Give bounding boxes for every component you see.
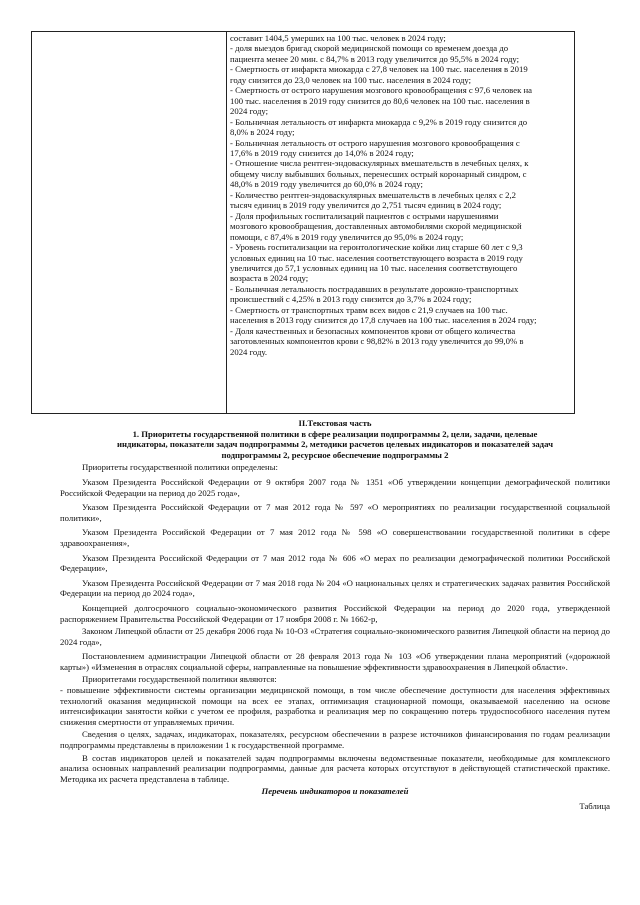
table-text-line: - Больничная летальность от острого нарушения мозгового кровообращения с xyxy=(230,137,520,148)
table-text-line: составит 1404,5 умерших на 100 тыс. человек в 2024 году; xyxy=(230,33,446,43)
table-text-line: - Смертность от транспортных травм всех видов с 21,9 случаев на 100 тыс. xyxy=(230,304,508,315)
table-label: Таблица xyxy=(579,801,610,811)
decree-paragraph: Концепцией долгосрочного социально-экономического развития Российской Федерации на период до 2020 года, утвержденной распоряжением Правительства Российской Федерации от 17 ноября 2008 г. № 1662-р, xyxy=(60,602,610,624)
decree-paragraph: Указом Президента Российской Федерации от 7 мая 2012 года № 598 «О совершенствовании государственной политики в сфере здравоохранения», xyxy=(60,527,610,548)
table-text-line: 48,0% в 2019 году увеличится до 60,0% в 2024 году; xyxy=(230,179,423,190)
table-text-line: пациента менее 20 мин. с 84,7% в 2013 году увеличится до 95,5% в 2024 году; xyxy=(230,53,520,64)
table-text-line: мозгового кровообращения, доставленных автомобилями скорой медицинской xyxy=(230,221,522,232)
priority-item: - повышение эффективности системы организации медицинской помощи, в том числе обеспечение доступности для населения эффективных технологий оказания медицинской помощи на всех ее этапах, оптимизация стационарной помощи, оказываемой населению на основе интенсификации занятости койки с учетом ее профиля, разработка и реализация мер по сокращению потерь трудоспособного населения путем снижения смертности от управляемых причин. xyxy=(60,685,610,727)
table-text-line: 2024 году. xyxy=(230,346,268,357)
section-heading-line-2: индикаторы, показатели задач подпрограммы 2, методики расчетов целевых индикаторов и показателей задач xyxy=(117,439,553,450)
table-text-line: тысяч единиц в 2019 году увеличится до 2,751 тысяч единиц в 2024 году; xyxy=(230,200,502,211)
table-text-line: - Доля профильных госпитализаций пациентов с острыми нарушениями xyxy=(230,210,499,221)
decree-paragraph: Законом Липецкой области от 25 декабря 2006 года № 10-ОЗ «Стратегия социально-экономического развития Липецкой области на период до 2024 года», xyxy=(60,626,610,647)
table-text-line: 8,0% в 2024 году; xyxy=(230,127,295,138)
table-text-line: общему числу выбывших больных, перенесших острый коронарный синдром, с xyxy=(230,168,527,179)
table-text-line: - Количество рентген-эндоваскулярных вмешательств в лечебных целях с 2,2 xyxy=(230,189,516,200)
section-heading-line-3: подпрограммы 2, ресурсное обеспечение подпрограммы 2 xyxy=(221,449,449,460)
table-text-line: возраста в 2024 году; xyxy=(230,273,309,284)
text-section xyxy=(60,418,610,812)
table-text-line: - Доля качественных и безопасных компонентов крови от общего количества xyxy=(230,325,516,336)
decree-paragraph: Указом Президента Российской Федерации от 7 мая 2018 года № 204 «О национальных целях и стратегических задачах развития Российской Федерации на период до 2024 года», xyxy=(60,577,610,599)
table-text-line: помощи, с 87,4% в 2019 году увеличится до 95,0% в 2024 году; xyxy=(230,231,464,242)
table-text-line: - Больничная летальность пострадавших в результате дорожно-транспортных xyxy=(230,283,519,294)
table-text-line: 2024 году; xyxy=(230,106,269,117)
decree-paragraph: Указом Президента Российской Федерации от 9 октября 2007 года № 1351 «Об утверждении концепции демографической политики Российской Федерации на период до 2025 года», xyxy=(60,476,610,498)
info-paragraph: Сведения о целях, задачах, индикаторах, показателях, ресурсном обеспечении в разрезе источников финансирования по годам реализации подпрограммы представлены в приложении 1 к государственной программе. xyxy=(60,729,610,751)
decree-paragraph: Указом Президента Российской Федерации от 7 мая 2012 года № 606 «О мерах по реализации демографической политики Российской Федерации», xyxy=(60,552,610,574)
table-text-line: - Смертность от инфаркта миокарда с 27,8 человек на 100 тыс. населения в 2019 xyxy=(230,64,528,75)
table-text-line: 100 тыс. населения в 2019 году снизится до 80,6 человек на 100 тыс. населения в xyxy=(230,95,530,106)
table-text-line: - доля выездов бригад скорой медицинской помощи со временем доезда до xyxy=(230,43,509,54)
decree-paragraph: Указом Президента Российской Федерации от 7 мая 2012 года № 597 «О мероприятиях по реализации государственной социальной политики», xyxy=(60,502,610,523)
priorities-intro: Приоритетами государственной политики являются: xyxy=(82,674,277,685)
table-text-line: - Отношение числа рентген-эндоваскулярных вмешательств в лечебных целях, к xyxy=(230,158,529,169)
table-text-line: населения в 2013 году снизится до 17,8 случаев на 100 тыс. населения в 2024 году; xyxy=(230,315,537,326)
table-text-line: - Уровень госпитализации на геронтологические койки лиц старше 60 лет с 9,3 xyxy=(230,242,523,253)
table-text-line: условных единиц на 10 тыс. населения соответствующего возраста в 2019 году xyxy=(230,252,523,263)
table-left-column xyxy=(32,32,227,413)
indicators-table xyxy=(31,31,575,414)
table-text-line: увеличится до 57,1 условных единиц на 10 тыс. населения соответствующего xyxy=(230,262,518,273)
section-heading-line-1: 1. Приоритеты государственной политики в сфере реализации подпрограммы 2, цели, задачи, целевые xyxy=(132,428,538,439)
table-text-line: заготовленных компонентов крови с 98,82% в 2013 году увеличится до 99,0% в xyxy=(230,336,524,347)
table-text-line: происшествий с 4,25% в 2013 году снизится до 3,7% в 2024 году; xyxy=(230,294,472,305)
table-text-line: - Смертность от острого нарушения мозгового кровообращения с 97,6 человек на xyxy=(230,85,532,96)
decree-paragraph: Постановлением администрации Липецкой области от 28 февраля 2013 года № 103 «Об утверждении плана мероприятий («дорожной карты») «Изменения в отраслях социальной сферы, направленные на повышение эффективности здравоохранения в Липецкой области». xyxy=(60,651,610,672)
indicators-list-title: Перечень индикаторов и показателей xyxy=(261,786,409,797)
indicators-paragraph: В состав индикаторов целей и показателей задач подпрограммы включены ведомственные показатели, необходимые для комплексного анализа основных направлений реализации подпрограммы, данные для расчета которых отсутствуют в действующей статистической практике. Методика их расчета представлена в таблице. xyxy=(60,752,610,784)
table-right-column xyxy=(227,32,574,413)
table-text-line: - Больничная летальность от инфаркта миокарда с 9,2% в 2019 году снизится до xyxy=(230,116,528,127)
table-text-line: 17,6% в 2019 году снизится до 14,0% в 2024 году; xyxy=(230,147,414,158)
intro-paragraph: Приоритеты государственной политики определены: xyxy=(82,462,278,473)
part-title: II.Текстовая часть xyxy=(298,418,372,428)
table-text-line: году снизится до 23,0 человек на 100 тыс. населения в 2024 году; xyxy=(230,74,472,85)
